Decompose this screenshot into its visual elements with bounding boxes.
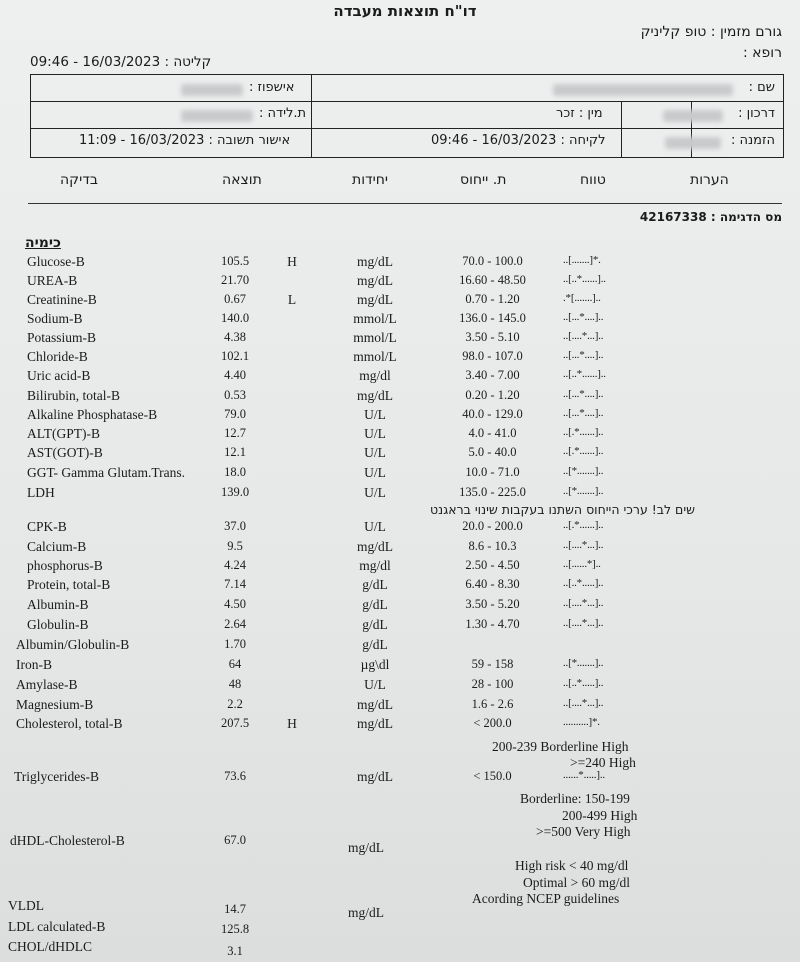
range-indicator: ..[...*....].. — [563, 407, 604, 419]
table-row — [0, 519, 800, 538]
range-indicator: ..[*.......].. — [563, 465, 604, 477]
report-title: דו"ח תוצאות מעבדה — [333, 2, 477, 20]
test-name: Chloride-B — [27, 349, 88, 364]
test-result: 102.1 — [220, 349, 250, 363]
trig-note-3: >=500 Very High — [536, 824, 631, 839]
test-name: Magnesium-B — [16, 697, 94, 712]
table-row — [0, 637, 800, 656]
test-reference: 5.0 - 40.0 — [468, 445, 517, 459]
test-unit: mg/dL — [357, 769, 393, 784]
table-row — [0, 465, 800, 484]
test-unit: U/L — [364, 519, 386, 534]
test-unit: U/L — [364, 407, 386, 422]
test-unit: mg/dL — [357, 539, 393, 554]
test-name: LDL calculated-B — [8, 919, 106, 934]
table-row — [0, 577, 800, 596]
test-unit: g/dL — [362, 597, 388, 612]
range-indicator: ..[.*......].. — [563, 426, 604, 438]
test-reference: 136.0 - 145.0 — [459, 311, 526, 325]
test-unit: U/L — [364, 485, 386, 500]
test-name: CHOL/dHDLC — [8, 939, 92, 954]
birth-label: ת.לידה : — [259, 106, 307, 121]
test-name: Albumin-B — [27, 597, 89, 612]
test-reference: 8.6 - 10.3 — [468, 539, 517, 553]
header-divider — [28, 203, 782, 204]
admission-label: אישפוז : — [249, 80, 295, 95]
table-row — [0, 407, 800, 426]
test-name: ALT(GPT)-B — [27, 426, 100, 441]
passport-label: דרכון : — [738, 106, 775, 121]
test-unit: mg/dL — [357, 388, 393, 403]
test-name: CPK-B — [27, 519, 67, 534]
range-indicator: ..[..*......].. — [563, 273, 606, 285]
test-result: 140.0 — [220, 311, 250, 325]
hdl-unit: mg/dL — [348, 840, 384, 855]
test-name: Bilirubin, total-B — [27, 388, 120, 403]
test-reference: 135.0 - 225.0 — [459, 485, 526, 499]
test-unit: mg/dL — [357, 697, 393, 712]
range-indicator: ..[..*.....].. — [563, 577, 604, 589]
test-reference: 1.6 - 2.6 — [471, 697, 514, 711]
birth-redacted — [181, 107, 253, 123]
name-label: שם : — [748, 80, 775, 95]
test-unit: mg/dl — [359, 368, 391, 383]
sample-number: מס הדגימה : 42167338 — [639, 210, 782, 224]
table-row — [0, 597, 800, 616]
test-reference: 40.0 - 129.0 — [462, 407, 523, 421]
test-result: 14.7 — [224, 902, 246, 916]
table-row — [0, 311, 800, 330]
test-name: Creatinine-B — [27, 292, 97, 307]
section-title: כימיה — [25, 235, 61, 251]
test-result: 7.14 — [224, 577, 246, 591]
test-reference: < 150.0 — [473, 769, 512, 783]
hdl-note-3: Acording NCEP guidelines — [472, 891, 620, 906]
order-label: הזמנה : — [730, 133, 775, 148]
test-result: 125.8 — [220, 922, 250, 936]
test-reference: 70.0 - 100.0 — [462, 254, 523, 268]
table-row — [0, 833, 800, 852]
test-result: 0.67 — [224, 292, 246, 306]
test-result: 12.7 — [224, 426, 246, 440]
range-indicator: ..[....*...].. — [563, 617, 604, 629]
table-row — [0, 716, 800, 735]
reception-time: קליטה : 16/03/2023 - 09:46 — [30, 54, 212, 70]
test-reference: 0.20 - 1.20 — [465, 388, 520, 402]
test-unit: mmol/L — [353, 349, 397, 364]
table-row — [0, 769, 800, 788]
doctor-label: רופא : — [743, 45, 782, 61]
test-name: Glucose-B — [27, 254, 85, 269]
test-name: Iron-B — [16, 657, 52, 672]
test-unit: U/L — [364, 426, 386, 441]
range-indicator: ..[.*......].. — [563, 519, 604, 531]
table-row — [0, 898, 800, 917]
table-row — [0, 617, 800, 636]
range-indicator: ..[....*...].. — [563, 697, 604, 709]
test-result: 2.64 — [224, 617, 246, 631]
test-unit: g/dL — [362, 637, 388, 652]
test-result: 9.5 — [227, 539, 243, 553]
test-unit: g/dL — [362, 577, 388, 592]
test-reference: 6.40 - 8.30 — [465, 577, 520, 591]
name-redacted — [553, 81, 733, 97]
test-unit: U/L — [364, 677, 386, 692]
test-name: Potassium-B — [27, 330, 97, 345]
test-name: GGT- Gamma Glutam.Trans. — [27, 465, 185, 480]
test-name: Sodium-B — [27, 311, 83, 326]
table-row — [0, 368, 800, 387]
test-reference: 0.70 - 1.20 — [465, 292, 520, 306]
test-reference: 10.0 - 71.0 — [465, 465, 520, 479]
test-unit: mmol/L — [353, 311, 397, 326]
hdl-note-2: Optimal > 60 mg/dl — [523, 875, 630, 890]
trig-note-2: 200-499 High — [562, 808, 638, 823]
table-row — [0, 349, 800, 368]
table-row — [0, 330, 800, 349]
test-reference: 3.40 - 7.00 — [465, 368, 520, 382]
test-reference: 98.0 - 107.0 — [462, 349, 523, 363]
table-row — [0, 919, 800, 938]
test-reference: 28 - 100 — [471, 677, 514, 691]
test-name: VLDL — [8, 898, 44, 913]
table-row — [0, 388, 800, 407]
test-result: 105.5 — [220, 254, 250, 268]
test-unit: mg/dl — [359, 558, 391, 573]
test-name: Alkaline Phosphatase-B — [27, 407, 158, 422]
test-name: dHDL-Cholesterol-B — [10, 833, 125, 848]
test-name: Amylase-B — [16, 677, 78, 692]
passport-redacted — [663, 107, 723, 123]
test-flag: L — [287, 292, 297, 307]
admission-redacted — [181, 81, 243, 97]
test-flag: H — [287, 254, 297, 269]
test-result: 64 — [228, 657, 242, 671]
test-unit: mmol/L — [353, 330, 397, 345]
test-unit: mg/dL — [357, 716, 393, 731]
range-indicator: ..[..*.....].. — [563, 677, 604, 689]
reagent-notice: שים לב! ערכי הייחוס השתנו בעקבות שינוי בראגנט — [430, 502, 696, 517]
test-reference: 20.0 - 200.0 — [462, 519, 523, 533]
col-result: תוצאה — [222, 172, 262, 188]
approval-time: אישור תשובה : 16/03/2023 - 11:09 — [79, 133, 291, 148]
table-row — [0, 292, 800, 311]
range-indicator: ..[....*...].. — [563, 330, 604, 342]
col-ref: ת. ייחוס — [460, 172, 507, 188]
range-indicator: ..[..*......].. — [563, 368, 606, 380]
col-units: יחידות — [352, 172, 389, 188]
test-unit: U/L — [364, 465, 386, 480]
range-indicator: ..[.......]*. — [563, 254, 601, 266]
test-result: 4.24 — [224, 558, 246, 572]
referrer: גורם מזמין : טופ קליניק — [640, 24, 782, 40]
range-indicator: ..[....*...].. — [563, 539, 604, 551]
test-result: 79.0 — [224, 407, 246, 421]
test-unit: mg/dL — [357, 254, 393, 269]
test-result: 4.38 — [224, 330, 246, 344]
test-name: Albumin/Globulin-B — [16, 637, 130, 652]
hdl-note-1: High risk < 40 mg/dl — [515, 858, 629, 873]
test-reference: 4.0 - 41.0 — [468, 426, 517, 440]
test-name: Cholesterol, total-B — [16, 716, 123, 731]
range-indicator: ..[...*....].. — [563, 311, 604, 323]
test-result: 2.2 — [227, 697, 243, 711]
test-result: 48 — [228, 677, 242, 691]
test-result: 207.5 — [220, 716, 250, 730]
table-row — [0, 697, 800, 716]
range-indicator: ..[.*......].. — [563, 445, 604, 457]
test-name: UREA-B — [27, 273, 78, 288]
table-row — [0, 657, 800, 676]
test-reference: < 200.0 — [473, 716, 512, 730]
test-name: Triglycerides-B — [14, 769, 99, 784]
test-name: Globulin-B — [27, 617, 89, 632]
range-indicator: ......*.....].. — [563, 769, 605, 781]
table-row — [0, 539, 800, 558]
range-indicator: ..........]*. — [563, 716, 600, 728]
test-unit: g/dL — [362, 617, 388, 632]
test-name: AST(GOT)-B — [27, 445, 103, 460]
vldl-unit: mg/dL — [348, 905, 384, 920]
trig-note-1: Borderline: 150-199 — [520, 791, 630, 806]
test-result: 67.0 — [224, 833, 246, 847]
test-result: 3.1 — [227, 944, 243, 958]
test-result: 139.0 — [220, 485, 250, 499]
test-reference: 16.60 - 48.50 — [459, 273, 526, 287]
test-result: 21.70 — [220, 273, 250, 287]
col-notes: הערות — [690, 172, 729, 188]
range-indicator: .*[.......].. — [563, 292, 601, 304]
sampling-time: לקיחה : 16/03/2023 - 09:46 — [431, 133, 606, 148]
table-row — [0, 939, 800, 958]
test-result: 18.0 — [224, 465, 246, 479]
test-result: 73.6 — [224, 769, 246, 783]
col-test: בדיקה — [60, 172, 98, 188]
sex-field: מין : זכר — [556, 106, 603, 121]
test-name: Uric acid-B — [27, 368, 91, 383]
test-reference: 59 - 158 — [471, 657, 514, 671]
col-range: טווח — [580, 172, 606, 188]
test-reference: 2.50 - 4.50 — [465, 558, 520, 572]
test-result: 4.40 — [224, 368, 246, 382]
table-row — [0, 273, 800, 292]
test-flag: H — [287, 716, 297, 731]
test-reference: 3.50 - 5.10 — [465, 330, 520, 344]
range-indicator: ..[...*....].. — [563, 388, 604, 400]
test-name: phosphorus-B — [27, 558, 103, 573]
test-result: 12.1 — [224, 445, 246, 459]
test-result: 1.70 — [224, 637, 246, 651]
table-row — [0, 558, 800, 577]
range-indicator: ..[*.......].. — [563, 657, 604, 669]
test-name: Protein, total-B — [27, 577, 111, 592]
table-row — [0, 677, 800, 696]
test-unit: mg/dL — [357, 292, 393, 307]
chol-note-1: 200-239 Borderline High — [492, 739, 629, 754]
test-result: 4.50 — [224, 597, 246, 611]
table-row — [0, 426, 800, 445]
test-name: Calcium-B — [27, 539, 87, 554]
range-indicator: ..[....*...].. — [563, 597, 604, 609]
test-unit: mg/dL — [357, 273, 393, 288]
table-row — [0, 254, 800, 273]
test-name: LDH — [27, 485, 55, 500]
chol-note-2: >=240 High — [570, 755, 636, 770]
range-indicator: ..[...*....].. — [563, 349, 604, 361]
test-unit: U/L — [364, 445, 386, 460]
test-result: 0.53 — [224, 388, 246, 402]
test-reference: 3.50 - 5.20 — [465, 597, 520, 611]
test-unit: µg\dl — [360, 657, 390, 672]
test-reference: 1.30 - 4.70 — [465, 617, 520, 631]
test-result: 37.0 — [224, 519, 246, 533]
range-indicator: ..[......*].. — [563, 558, 601, 570]
patient-header-box — [30, 74, 784, 158]
order-redacted — [665, 134, 721, 150]
table-row — [0, 445, 800, 464]
range-indicator: ..[*.......].. — [563, 485, 604, 497]
